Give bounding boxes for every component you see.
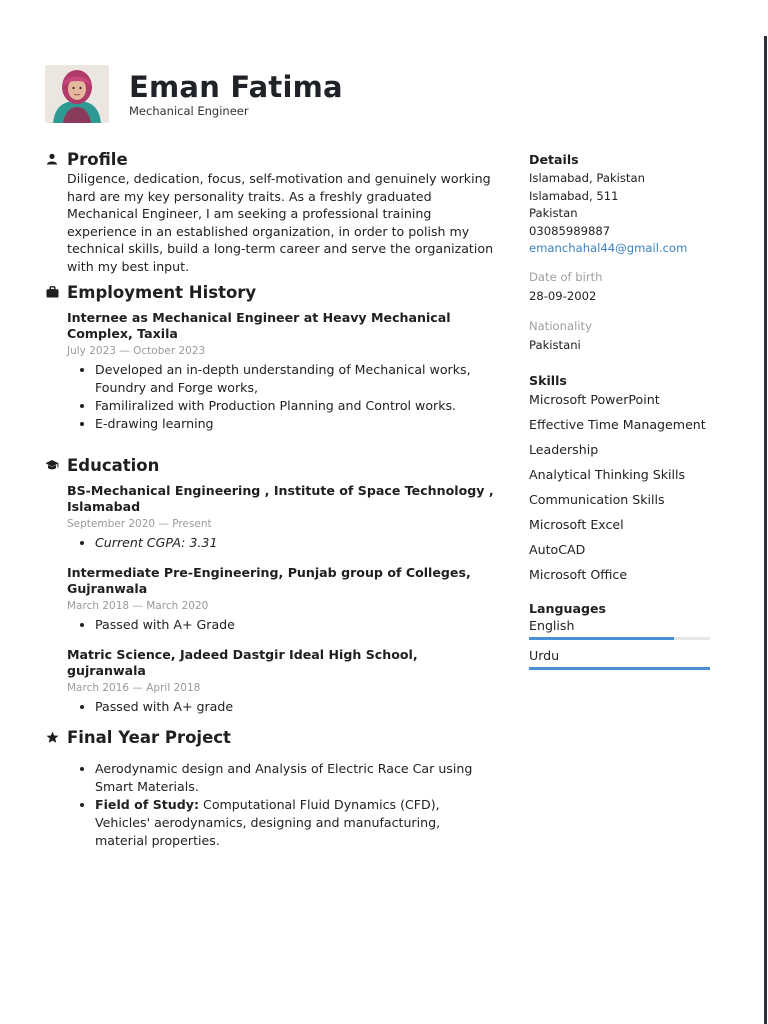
education-entry-date: September 2020 — Present (67, 518, 212, 530)
details-panel (529, 152, 714, 355)
education-entry-title: Intermediate Pre-Engineering, Punjab group of Colleges, Gujranwala (67, 565, 471, 596)
employment-entry-title: Internee as Mechanical Engineer at Heavy Mechanical Complex, Taxila (67, 310, 451, 341)
employment-heading: Employment History (67, 282, 257, 302)
language-level-bar (529, 637, 710, 640)
skill-item: AutoCAD (529, 542, 586, 557)
education-entry (67, 565, 495, 634)
education-entry (67, 647, 495, 716)
nationality-value: Pakistani (529, 338, 581, 352)
star-icon (45, 730, 59, 744)
dob-label: Date of birth (529, 269, 603, 284)
nationality-label: Nationality (529, 319, 592, 333)
skills-panel (529, 373, 714, 591)
education-entry (67, 483, 495, 552)
profile-heading: Profile (67, 149, 128, 169)
dob-value: 28-09-2002 (529, 288, 597, 303)
skill-item: Communication Skills (529, 492, 665, 507)
project-section (45, 726, 495, 850)
skill-item: Microsoft PowerPoint (529, 392, 660, 407)
list-item (95, 796, 495, 850)
graduation-cap-icon (45, 458, 59, 472)
education-entry-date: March 2018 — March 2020 (67, 600, 209, 612)
page-edge-divider (764, 36, 767, 1024)
language-item (529, 617, 714, 647)
employment-entry (67, 310, 495, 433)
email-link[interactable]: emanchahal44@gmail.com (529, 241, 688, 255)
employment-bullets (67, 361, 495, 433)
profile-text: Diligence, dedication, focus, self-motivation and genuinely working hard are my key personality traits. As a freshly graduated Mechanical Engineer, I am seeking a professional training experience in an established organization, in order to polish my technical skills, build a long-term career and serve the organization with my best input. (67, 171, 494, 274)
language-level-fill (529, 637, 674, 640)
languages-heading: Languages (529, 601, 607, 616)
profile-section (45, 148, 495, 276)
field-of-study-text: Computational Fluid Dynamics (CFD), Vehicles' aerodynamics, designing and manufacturing, material properties. (95, 797, 441, 848)
language-level-bar (529, 667, 710, 670)
skill-item: Microsoft Office (529, 567, 628, 582)
avatar (45, 65, 109, 123)
skill-item: Analytical Thinking Skills (529, 467, 686, 482)
list-item: • Passed with A+ Grade (95, 616, 495, 634)
education-bullets (67, 534, 495, 552)
field-of-study-label: Field of Study: (95, 797, 200, 812)
language-name: English (529, 618, 575, 633)
list-item: • Aerodynamic design and Analysis of Electric Race Car using Smart Materials. (95, 760, 495, 796)
job-title: Mechanical Engineer (129, 104, 249, 118)
skill-item: Microsoft Excel (529, 517, 624, 532)
education-section (45, 454, 495, 716)
list-item: • E-drawing learning (95, 415, 495, 433)
candidate-name: Eman Fatima (129, 70, 343, 104)
education-entry-title: Matric Science, Jadeed Dastgir Ideal High School, gujranwala (67, 647, 418, 678)
employment-section (45, 281, 495, 433)
briefcase-icon (45, 285, 59, 299)
project-bullets (67, 760, 495, 850)
education-entry-date: March 2016 — April 2018 (67, 682, 201, 694)
address-line: Islamabad, 511 (529, 188, 619, 203)
list-item: • Current CGPA: 3.31 (95, 534, 495, 552)
education-bullets (67, 698, 495, 716)
list-item: • Developed an in-depth understanding of Mechanical works, Foundry and Forge works, (95, 361, 495, 397)
skills-heading: Skills (529, 373, 567, 388)
address-line: Islamabad, Pakistan (529, 171, 645, 185)
education-bullets (67, 616, 495, 634)
language-name: Urdu (529, 648, 560, 663)
skill-item: Effective Time Management (529, 417, 706, 432)
project-heading: Final Year Project (67, 727, 231, 747)
education-heading: Education (67, 455, 160, 475)
employment-entry-date: July 2023 — October 2023 (67, 345, 206, 357)
address-line: Pakistan (529, 206, 578, 220)
list-item: • Passed with A+ grade (95, 698, 495, 716)
list-item: • Familiralized with Production Planning and Control works. (95, 397, 495, 415)
skill-item: Leadership (529, 442, 599, 457)
language-item (529, 647, 714, 677)
phone-number: 03085989887 (529, 223, 611, 238)
education-entry-title: BS-Mechanical Engineering , Institute of Space Technology , Islamabad (67, 483, 494, 514)
language-level-fill (529, 667, 710, 670)
details-heading: Details (529, 152, 579, 167)
languages-panel (529, 601, 714, 677)
person-icon (45, 152, 59, 166)
